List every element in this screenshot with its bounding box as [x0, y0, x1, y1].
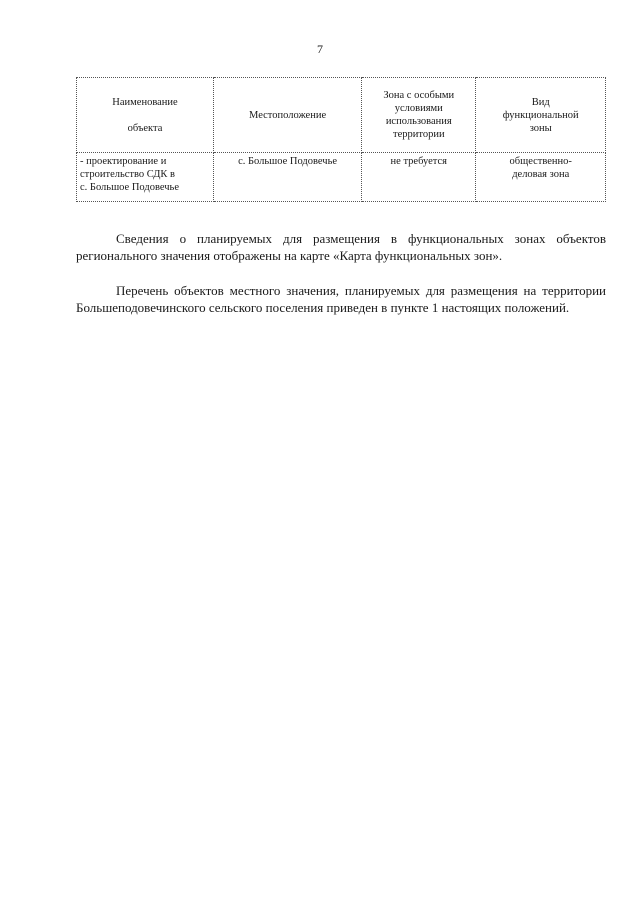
cell-special-zone: не требуется	[362, 153, 476, 202]
page-number: 7	[317, 42, 323, 56]
header-special-zone-line1: Зона с особыми	[383, 90, 455, 101]
object-name-line1: - проектирование и	[80, 156, 167, 167]
header-zone-type-line1: Вид	[531, 96, 550, 108]
object-name-line3: с. Большое Подовечье	[80, 182, 179, 193]
object-name-line2: строительство СДК в	[80, 169, 176, 180]
paragraph-local-objects: Перечень объектов местного значения, планируемых для размещения на территории Большеподовечинского сельского поселения приведен в пункте 1 настоящих положений.	[76, 283, 606, 315]
table-row	[77, 153, 606, 202]
zone-type-line2: деловая зона	[512, 169, 570, 180]
header-special-zone	[362, 78, 476, 153]
header-zone-type-line3: зоны	[529, 122, 552, 134]
header-object-name-line1: Наименование	[112, 96, 178, 108]
cell-zone-type	[476, 153, 606, 202]
header-zone-type	[476, 78, 606, 153]
zone-type-line1: общественно-	[509, 156, 572, 167]
header-zone-type-line2: функциональной	[502, 109, 579, 121]
header-object-name-line2: объекта	[127, 122, 163, 134]
cell-object-name	[77, 153, 214, 202]
header-special-zone-line3: использования	[385, 116, 452, 127]
header-special-zone-line2: условиями	[394, 103, 443, 114]
header-location: Местоположение	[213, 78, 361, 153]
table-header-row	[77, 78, 606, 153]
objects-table	[76, 77, 606, 202]
header-special-zone-line4: территории	[393, 129, 445, 140]
header-object-name	[77, 78, 214, 153]
cell-location: с. Большое Подовечье	[213, 153, 361, 202]
paragraph-regional-objects: Сведения о планируемых для размещения в функциональных зонах объектов регионального значения отображены на карте «Карта функциональных зон».	[76, 231, 606, 263]
